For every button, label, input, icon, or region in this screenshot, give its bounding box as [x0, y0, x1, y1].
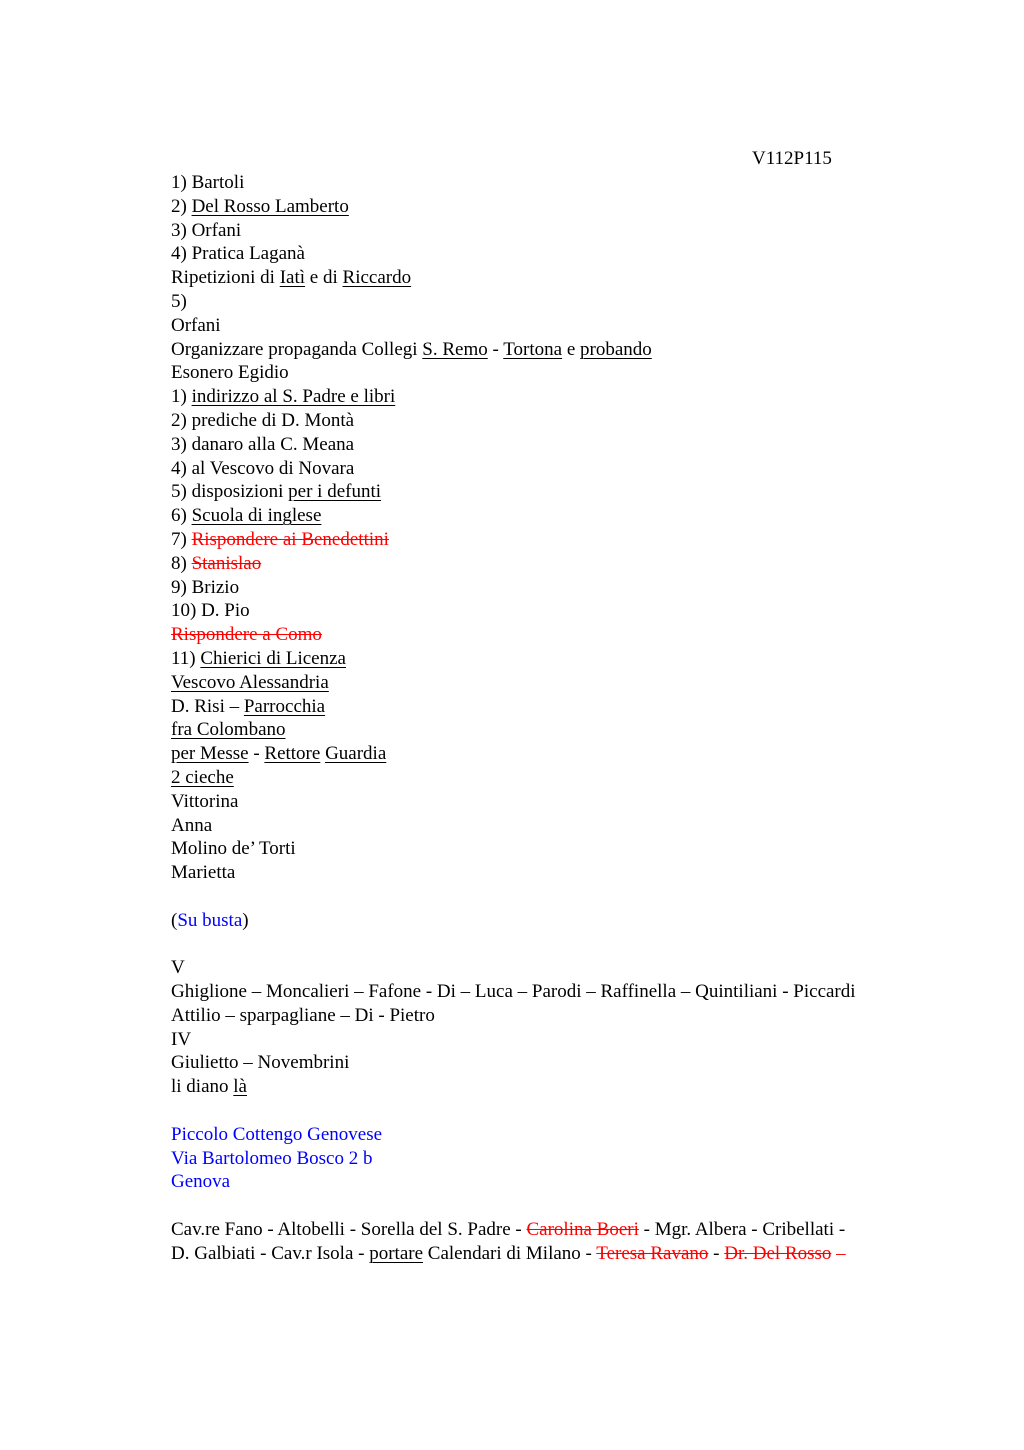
note-line: [171, 718, 961, 742]
note-line: [171, 1147, 961, 1171]
note-line: [171, 219, 961, 243]
note-line: [171, 790, 961, 814]
struck-text: Rispondere a Como: [171, 624, 322, 646]
plain-text: 2) prediche di D. Montà: [171, 409, 355, 431]
plain-text: D. Galbiati - Cav.r Isola -: [171, 1242, 370, 1264]
plain-text: -: [248, 743, 265, 765]
plain-text: Marietta: [171, 862, 236, 884]
note-line: [171, 695, 961, 719]
underlined-text: fra Colombano: [171, 719, 286, 741]
plain-text: li diano: [171, 1076, 234, 1098]
plain-text: Ghiglione – Moncalieri – Fafone - Di – Luca – Parodi – Raffinella – Quintiliani - Piccardi: [171, 981, 856, 1003]
underlined-text: Del Rosso Lamberto: [191, 195, 349, 217]
blank-line: [171, 885, 961, 909]
note-line: [171, 242, 961, 266]
blue-note-text: Genova: [171, 1171, 231, 1193]
plain-text: 3) Orfani: [171, 219, 242, 241]
blank-line: [171, 1099, 961, 1123]
plain-text: 8): [171, 552, 192, 574]
note-line: [171, 528, 961, 552]
note-line: [171, 671, 961, 695]
note-line: [171, 1028, 961, 1052]
note-line: [171, 576, 961, 600]
note-line: [171, 338, 961, 362]
note-line: [171, 433, 961, 457]
plain-text: 4) Pratica Laganà: [171, 243, 305, 265]
plain-text: Anna: [171, 814, 213, 836]
underlined-text: portare: [369, 1242, 424, 1264]
note-line: [171, 1242, 961, 1266]
struck-text: Dr. Del Rosso: [724, 1242, 832, 1264]
plain-text: Orfani: [171, 314, 221, 336]
underlined-text: S. Remo: [422, 338, 488, 360]
note-line: [171, 552, 961, 576]
blue-note-text: Su busta: [177, 909, 243, 931]
plain-text: 5) disposizioni: [171, 481, 289, 503]
plain-text: Attilio – sparpagliane – Di - Pietro: [171, 1004, 435, 1026]
blue-note-text: Piccolo Cottengo Genovese: [171, 1123, 383, 1145]
plain-text: Molino de’ Torti: [171, 838, 296, 860]
note-line: [171, 980, 961, 1004]
underlined-text: Scuola di inglese: [191, 505, 322, 527]
underlined-text: Vescovo Alessandria: [171, 671, 329, 693]
note-line: [171, 766, 961, 790]
plain-text: Esonero Egidio: [171, 362, 289, 384]
underlined-text: per i defunti: [288, 481, 382, 503]
note-line: [171, 290, 961, 314]
note-line: [171, 1075, 961, 1099]
note-line: [171, 1123, 961, 1147]
note-line: [171, 861, 961, 885]
note-line: [171, 647, 961, 671]
struck-text: Rispondere ai Benedettini: [191, 528, 389, 550]
struck-text: Carolina Boeri: [526, 1219, 639, 1241]
note-line: [171, 409, 961, 433]
underlined-text: Guardia: [325, 743, 387, 765]
blank-line: [171, 1194, 961, 1218]
blue-note-text: Via Bartolomeo Bosco 2 b: [171, 1147, 373, 1169]
plain-text: 10) D. Pio: [171, 600, 250, 622]
struck-text: Teresa Ravano: [596, 1242, 709, 1264]
note-line: [171, 314, 961, 338]
blank-line: [171, 933, 961, 957]
plain-text: 2): [171, 195, 192, 217]
struck-text: Stanislao: [191, 552, 262, 574]
note-line: [171, 1051, 961, 1075]
document-body: [171, 171, 961, 1266]
plain-text: (: [171, 909, 178, 931]
plain-text: ): [242, 909, 249, 931]
plain-text: -: [708, 1242, 725, 1264]
note-line: [171, 1004, 961, 1028]
underlined-text: Chierici di Licenza: [200, 647, 346, 669]
plain-text: e di: [305, 267, 343, 289]
document-reference: V112P115: [752, 148, 832, 169]
plain-text: D. Risi –: [171, 695, 244, 717]
plain-text: V: [171, 957, 185, 979]
note-line: [171, 266, 961, 290]
red-text: –: [831, 1242, 846, 1264]
note-line: [171, 504, 961, 528]
underlined-text: là: [233, 1076, 247, 1098]
plain-text: Organizzare propaganda Collegi: [171, 338, 423, 360]
underlined-text: Tortona: [503, 338, 563, 360]
note-line: [171, 195, 961, 219]
plain-text: 1) Bartoli: [171, 172, 245, 193]
underlined-text: probando: [580, 338, 652, 360]
underlined-text: indirizzo al S. Padre e libri: [191, 386, 396, 408]
plain-text: e: [562, 338, 580, 360]
plain-text: Giulietto – Novembrini: [171, 1052, 350, 1074]
underlined-text: Iatì: [279, 267, 306, 289]
plain-text: 9) Brizio: [171, 576, 240, 598]
plain-text: Cav.re Fano - Altobelli - Sorella del S. Padre -: [171, 1219, 527, 1241]
note-line: [171, 480, 961, 504]
plain-text: 5): [171, 290, 187, 312]
note-line: [171, 837, 961, 861]
note-line: [171, 361, 961, 385]
note-line: [171, 599, 961, 623]
plain-text: 3) danaro alla C. Meana: [171, 433, 355, 455]
plain-text: IV: [171, 1028, 192, 1050]
plain-text: 1): [171, 386, 192, 408]
note-line: [171, 385, 961, 409]
plain-text: 6): [171, 505, 192, 527]
plain-text: 4) al Vescovo di Novara: [171, 457, 355, 479]
plain-text: 11): [171, 647, 201, 669]
plain-text: Calendari di Milano -: [423, 1242, 597, 1264]
plain-text: Vittorina: [171, 790, 239, 812]
note-line: [171, 457, 961, 481]
note-line: [171, 909, 961, 933]
note-line: [171, 956, 961, 980]
note-line: [171, 171, 961, 195]
note-line: [171, 1170, 961, 1194]
plain-text: - Mgr. Albera - Cribellati -: [638, 1219, 846, 1241]
underlined-text: Riccardo: [342, 267, 412, 289]
underlined-text: 2 cieche: [171, 766, 234, 788]
note-line: [171, 623, 961, 647]
note-line: [171, 814, 961, 838]
plain-text: Ripetizioni di: [171, 267, 280, 289]
note-line: [171, 1218, 961, 1242]
underlined-text: per Messe: [171, 743, 249, 765]
note-line: [171, 742, 961, 766]
plain-text: -: [487, 338, 504, 360]
underlined-text: Rettore: [264, 743, 321, 765]
plain-text: 7): [171, 528, 192, 550]
underlined-text: Parrocchia: [243, 695, 326, 717]
